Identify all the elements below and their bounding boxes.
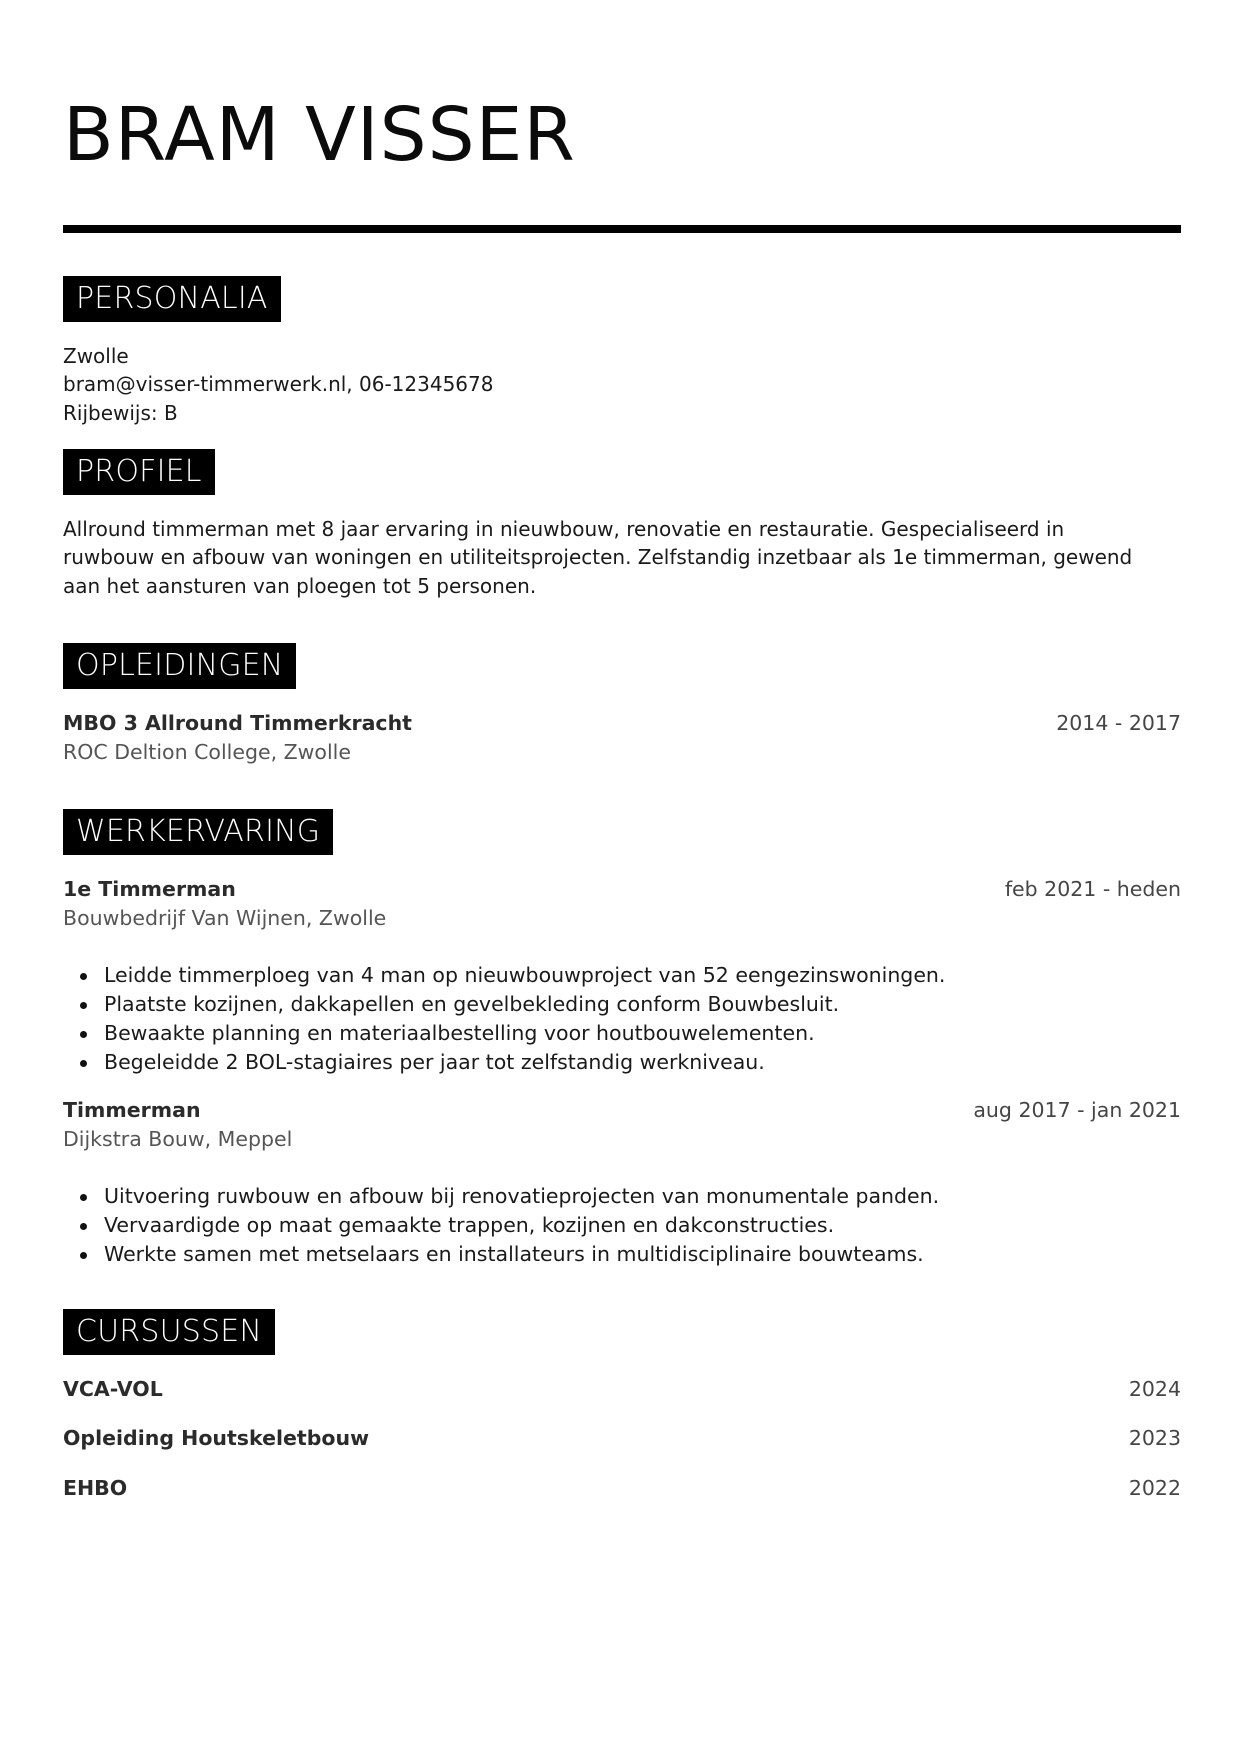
job-date: aug 2017 - jan 2021 [973,1098,1181,1122]
section-heading-profiel: PROFIEL [63,449,215,495]
bullet-icon [80,1223,87,1230]
list-item [63,1048,945,1077]
profiel-line-2: ruwbouw en afbouw van woningen en utiliteitsprojecten. Zelfstandig inzetbaar als 1e timmerman, gewend [63,545,1133,569]
resume-page [63,0,1181,1500]
duty-text: Vervaardigde op maat gemaakte trappen, kozijnen en dakconstructies. [104,1213,835,1237]
profiel-line-1: Allround timmerman met 8 jaar ervaring in nieuwbouw, renovatie en restauratie. Gespecialiseerd in [63,517,1065,541]
profiel-line-3: aan het aansturen van ploegen tot 5 personen. [63,574,537,598]
duty-text: Bewaakte planning en materiaalbestelling voor houtbouwelementen. [104,1021,815,1045]
list-item [63,1182,939,1211]
bullet-icon [80,1194,87,1201]
course-entry [63,1474,1181,1503]
course-entry [63,1375,1181,1404]
list-item [63,1019,945,1048]
course-title: EHBO [63,1476,128,1500]
duty-text: Plaatste kozijnen, dakkapellen en gevelbekleding conform Bouwbesluit. [104,992,840,1016]
duty-text: Leidde timmerploeg van 4 man op nieuwbouwproject van 52 eengezinswoningen. [104,963,946,987]
list-item [63,1240,939,1269]
personalia-location: Zwolle [63,344,129,368]
section-heading-werkervaring: WERKERVARING [63,809,333,855]
job-date: feb 2021 - heden [1004,877,1181,901]
job-title: Timmerman [63,1098,201,1122]
education-school: ROC Deltion College, Zwolle [63,740,351,764]
course-entry [63,1424,1181,1453]
bullet-icon [80,973,87,980]
personalia-license: Rijbewijs: B [63,401,178,425]
duty-text: Uitvoering ruwbouw en afbouw bij renovatieprojecten van monumentale panden. [104,1184,940,1208]
course-date: 2024 [1128,1377,1181,1401]
section-heading-opleidingen: OPLEIDINGEN [63,643,296,689]
course-title: VCA-VOL [63,1377,163,1401]
job-duties-list [63,1182,939,1269]
duty-text: Begeleidde 2 BOL-stagiaires per jaar tot zelfstandig werkniveau. [104,1050,765,1074]
header-divider [63,225,1181,233]
section-heading-personalia: PERSONALIA [63,276,281,322]
list-item [63,961,945,990]
section-heading-cursussen: CURSUSSEN [63,1309,275,1355]
job-employer: Dijkstra Bouw, Meppel [63,1127,293,1151]
job-employer: Bouwbedrijf Van Wijnen, Zwolle [63,906,387,930]
bullet-icon [80,1031,87,1038]
course-title: Opleiding Houtskeletbouw [63,1426,370,1450]
course-date: 2022 [1128,1476,1181,1500]
bullet-icon [80,1060,87,1067]
personalia-contact: bram@visser-timmerwerk.nl, 06-12345678 [63,372,494,396]
duty-text: Werkte samen met metselaars en installateurs in multidisciplinaire bouwteams. [104,1242,924,1266]
list-item [63,1211,939,1240]
candidate-name: BRAM VISSER [63,92,576,178]
education-date: 2014 - 2017 [1056,711,1181,735]
bullet-icon [80,1002,87,1009]
job-title: 1e Timmerman [63,877,236,901]
job-duties-list [63,961,945,1077]
list-item [63,990,945,1019]
job-entry [63,1096,1181,1125]
education-entry [63,709,1181,738]
education-title: MBO 3 Allround Timmerkracht [63,711,412,735]
bullet-icon [80,1252,87,1259]
course-date: 2023 [1128,1426,1181,1450]
job-entry [63,875,1181,904]
